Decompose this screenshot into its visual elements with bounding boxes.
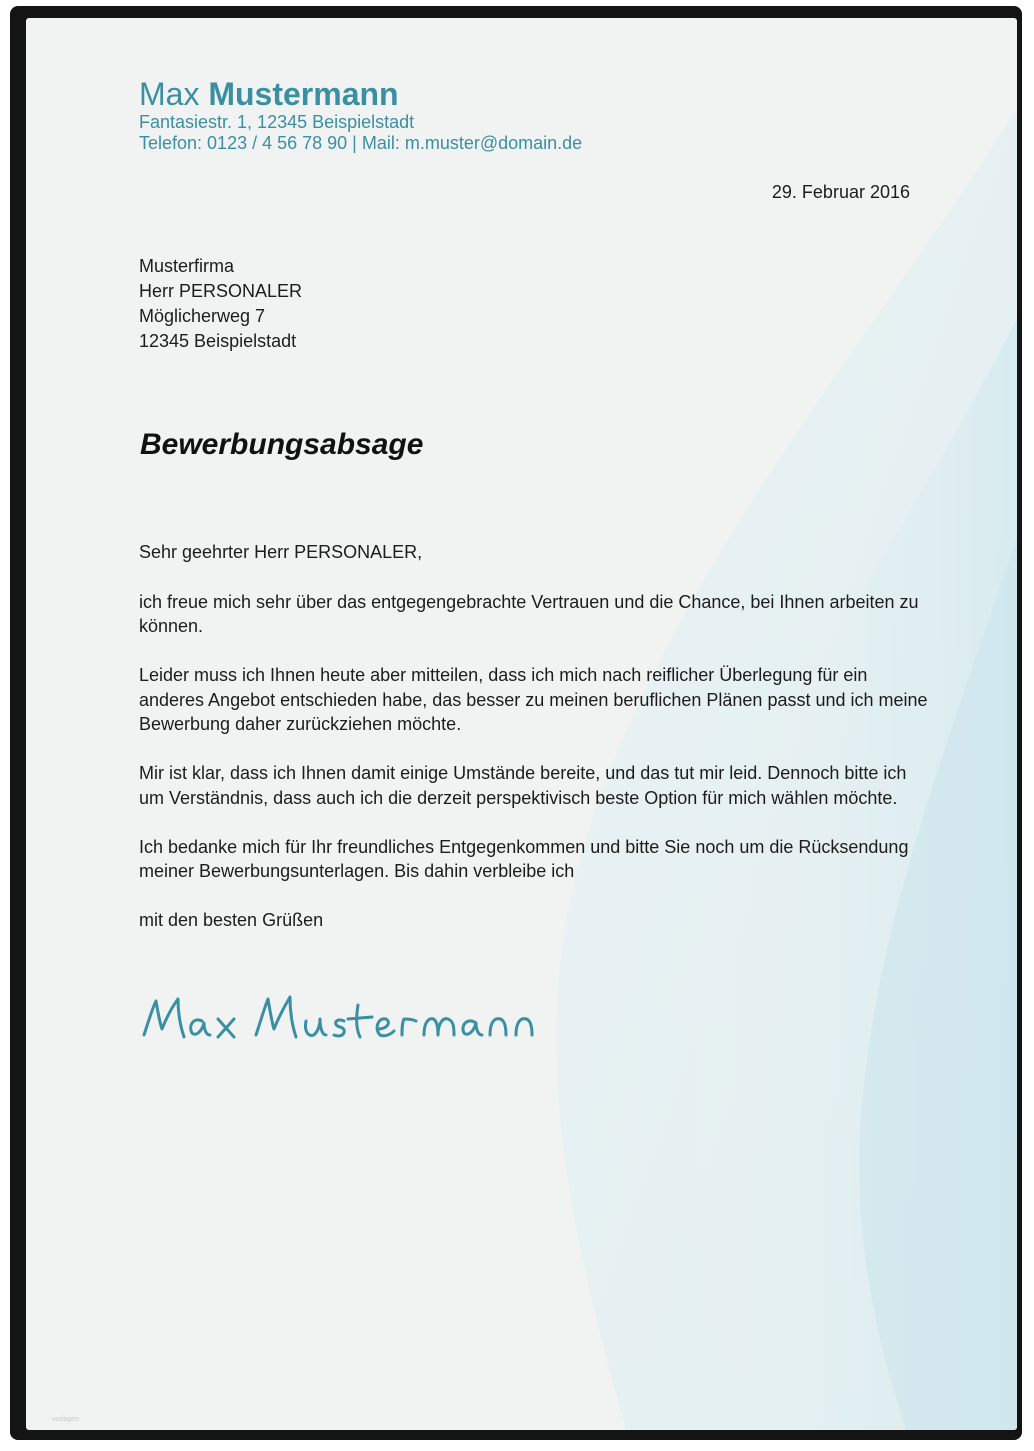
body-paragraph-2: Leider muss ich Ihnen heute aber mitteilen, dass ich mich nach reiflicher Überlegung für ein anderes Angebot entschieden habe, das besser zu meinen beruflichen Plänen passt und ich meine Bewerbung daher zurückziehen möchte.	[139, 665, 928, 734]
letter-date: 29. Februar 2016	[771, 182, 910, 202]
letter-body	[139, 540, 929, 957]
body-paragraph-3: Mir ist klar, dass ich Ihnen damit einige Umstände bereite, und das tut mir leid. Dennoch bitte ich um Verständnis, dass auch ich die derzeit perspektivisch beste Option für mich wählen möchte.	[139, 763, 907, 808]
sender-contact: Telefon: 0123 / 4 56 78 90 | Mail: m.muster@domain.de	[139, 133, 583, 153]
recipient-company: Musterfirma	[139, 256, 235, 276]
sender-address: Fantasiestr. 1, 12345 Beispielstadt	[139, 112, 415, 132]
letter-subject: Bewerbungsabsage	[140, 428, 424, 461]
page-frame	[10, 6, 1022, 1440]
sender-name	[139, 76, 582, 112]
handwritten-signature	[140, 983, 560, 1063]
footer-watermark: vorlagen	[52, 1416, 79, 1423]
recipient-street: Möglicherweg 7	[139, 306, 266, 326]
recipient-person: Herr PERSONALER	[139, 281, 303, 301]
sender-block	[139, 76, 582, 154]
sender-first-name: Max	[139, 76, 200, 112]
letter-page	[26, 18, 1017, 1430]
recipient-block	[139, 254, 302, 354]
closing-line: mit den besten Grüßen	[139, 910, 324, 930]
body-paragraph-1: ich freue mich sehr über das entgegengebrachte Vertrauen und die Chance, bei Ihnen arbeiten zu können.	[139, 591, 919, 636]
sender-last-name: Mustermann	[208, 76, 399, 112]
salutation: Sehr geehrter Herr PERSONALER,	[139, 542, 423, 562]
recipient-city: 12345 Beispielstadt	[139, 331, 297, 351]
body-paragraph-4: Ich bedanke mich für Ihr freundliches Entgegenkommen und bitte Sie noch um die Rücksendung meiner Bewerbungsunterlagen. Bis dahin verbleibe ich	[139, 836, 909, 881]
